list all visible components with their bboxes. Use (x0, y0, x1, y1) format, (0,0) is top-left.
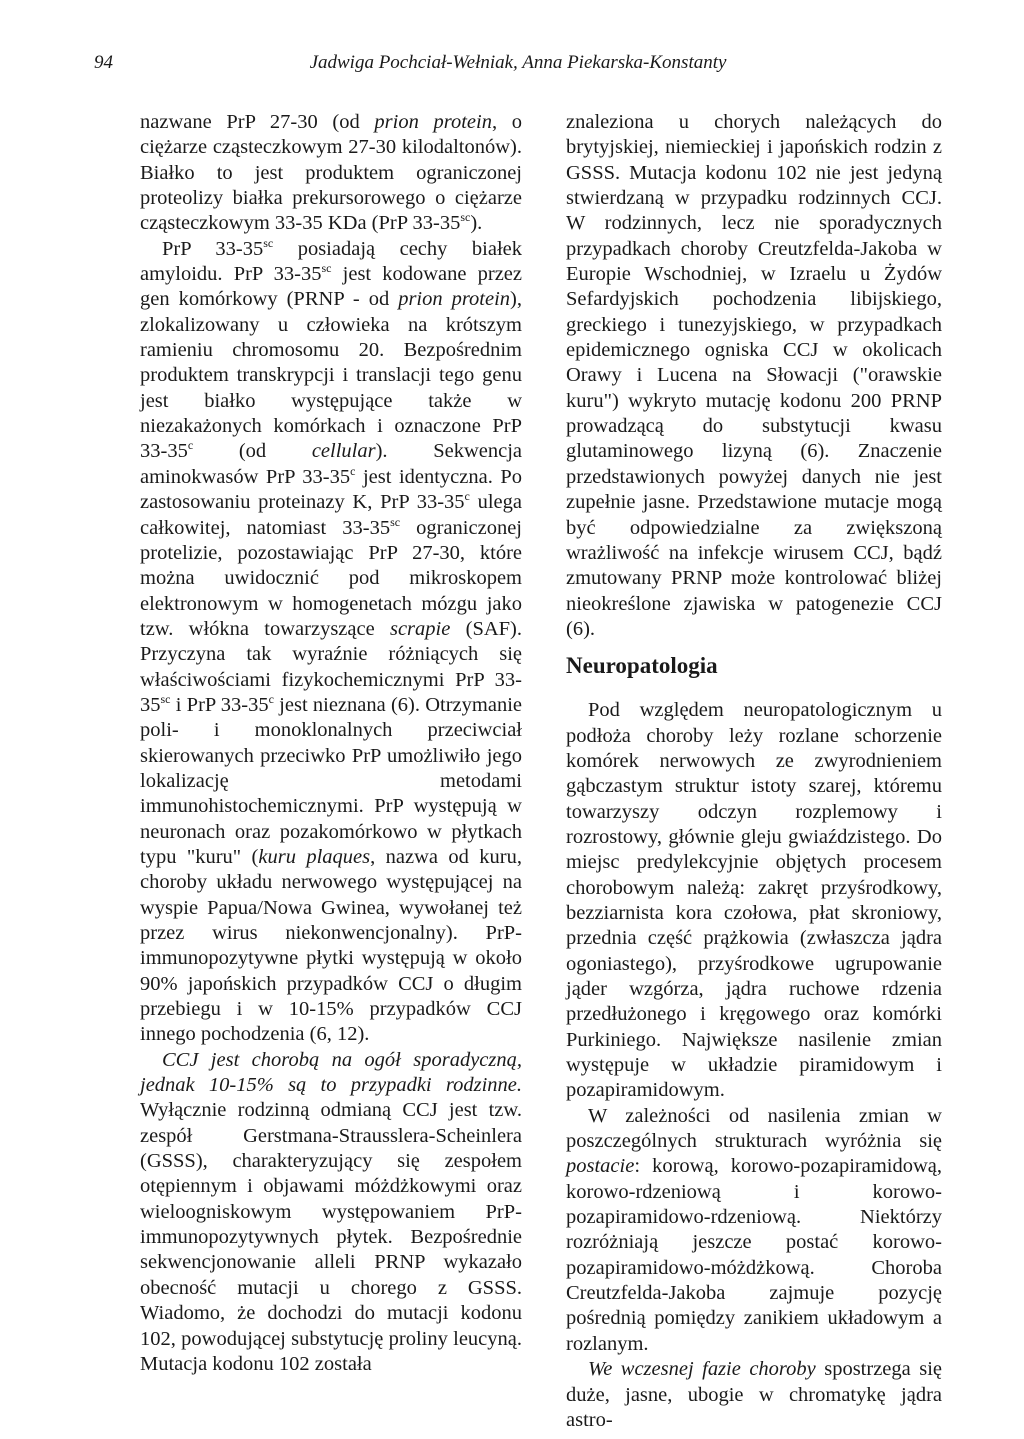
italic-run: CCJ jest chorobą na ogół sporadyczną, jednak 10-15% są to przypadki rodzinne. (140, 1048, 522, 1097)
text-run: jest nieznana (6). Otrzymanie poli- i monoklonalnych przeciwciał skierowanych przeciwko PrP umożliwiło jego lokalizację metodami immunohistochemicznymi. PrP występują w neuronach oraz pozakomórkowo w płytkach typu "kuru" ( (140, 693, 522, 868)
italic-run: cellular (311, 440, 376, 463)
paragraph (140, 1048, 522, 1377)
italic-run: postacie (566, 1155, 635, 1178)
superscript: c (350, 463, 356, 478)
text-run: ). (470, 212, 483, 235)
text-run: ulega całkowitej, natomiast 33-35 (140, 491, 522, 539)
italic-run: scrapie (389, 617, 451, 640)
paragraph: Pod względem neuropatologicznym u podłoża choroby leży rozlane schorzenie komórek nerwowych ze zwyrodnieniem gąbczastym struktur istoty szarej, któremu towarzyszy odczyn rozplemowy i rozrostowy, głównie gleju gwiaździstego. Do miejsc predylekcyjnie objętych procesem chorobowym należą: zakręt przyśrodkowy, bezziarnista kora czołowa, płat skroniowy, przednia część prążkowia (zwłaszcza jądra ogoniastego), przyśrodkowe ugrupowanie jąder wzgórza, jądra ruchowe rdzenia przedłużonego i kręgowego oraz komórki Purkiniego. Największe nasilenie zmian występuje w układzie piramidowym i pozapiramidowym. (566, 699, 942, 1102)
text-run: jest kodowane przez gen komórkowy (PRNP - od (140, 263, 522, 311)
section-heading: Neuropatologia (566, 653, 718, 679)
page-number: 94 (94, 52, 113, 73)
right-column (566, 110, 942, 1433)
text-run: jest identyczna. Po zastosowaniu proteinazy K, PrP 33-35 (140, 465, 523, 514)
text-run: , o ciężarze cząsteczkowym 27-30 kilodaltonów). Białko to jest produktem ograniczonej proteolizy białka prekursorowego o ciężarze cząsteczkowym 33-35 KDa (PrP 33-35 (140, 111, 522, 235)
superscript: sc (160, 691, 171, 706)
text-run: spostrzega się duże, jasne, ubogie w chromatykę jądra astro- (566, 1358, 942, 1431)
italic-run: prion protein (398, 288, 511, 311)
paragraph (566, 1104, 942, 1357)
text-run: , nazwa od kuru, choroby układu nerwowego występującej na wyspie Papua/Nowa Gwinea, wywołanej też przez wirus niekonwencjonalny). PrP-immunopozytywne płytki występują w około 90% japońskich przypadków CCJ o długim przebiegu i w 10-15% przypadków CCJ innego pochodzenia (6, 12). (140, 845, 522, 1046)
text-run: (SAF). Przyczyna tak wyraźnie różniących się właściwościami fizykochemicznymi PrP 33-35 (140, 617, 523, 716)
superscript: c (268, 691, 274, 706)
superscript: sc (263, 235, 274, 250)
paragraph (566, 1357, 942, 1433)
text-run: ). Sekwencja aminokwasów PrP 33-35 (140, 440, 523, 488)
text-run: ), zlokalizowany u człowieka na krótszym ramieniu chromosomu 20. Bezpośrednim produktem transkrypcji i translacji tego genu jest białko występujące także w niezakażonych komórkach i oznaczone PrP 33-35 (140, 288, 522, 463)
running-title: Jadwiga Pochciał-Wełniak, Anna Piekarska-Konstanty (309, 52, 727, 73)
italic-run: kuru plaques (258, 845, 371, 868)
superscript: c (464, 489, 470, 504)
text-run: : korową, korowo-pozapiramidową, korowo-rdzeniową i korowo-pozapiramidowo-rdzeniową. Niektórzy rozróżniają jeszcze postać korowo-pozapiramidowo-móżdżkową. Choroba Creutzfelda-Jakoba zajmuje pozycję pośrednią pomiędzy zanikiem układowym a rozlanym. (566, 1155, 942, 1355)
superscript: sc (321, 261, 332, 276)
superscript: sc (390, 514, 401, 529)
text-run: W zależności od nasilenia zmian w poszczególnych strukturach wyróżnia się (566, 1104, 942, 1153)
paragraph: znaleziona u chorych należących do brytyjskiej, niemieckiej i japońskich rodzin z GSSS. Mutacja kodonu 102 nie jest jedyną stwierdzaną w przypadku rodzinnych CCJ. W rodzinnych, lecz nie sporadycznych przypadkach choroby Creutzfelda-Jakoba w Europie Wschodniej, w Izraelu u Żydów Sefardyjskich pochodzenia libijskiego, greckiego i tunezyjskiego, w przypadkach epidemicznego ogniska CCJ w okolicach Orawy i Lucena na Słowacji ("orawskie kuru") wykryto mutację kodonu 200 PRNP prowadzącą do substytucji kwasu glutaminowego lizyną (6). Znaczenie przedstawionych powyżej danych nie jest zupełnie jasne. Przedstawione mutacje mogą być odpowiedzialne za zwiększoną wrażliwość na infekcje wirusem CCJ, bądź zmutowany PRNP może kontrolować bliżej nieokreślone zjawiska w patogenezie CCJ (6). (566, 111, 942, 640)
paragraph (140, 110, 522, 237)
italic-run: prion protein (374, 111, 492, 133)
text-run: nazwane PrP 27-30 (od (140, 111, 375, 133)
superscript: sc (460, 210, 471, 225)
text-run: ograniczonej protelizie, pozostawiając PrP 27-30, które można uwidocznić pod mikroskopem elektronowym w homogenetach mózgu jako tzw. włókna towarzyszące (140, 516, 522, 640)
text-run: (od (193, 440, 312, 463)
text-run: posiadają cechy białek amyloidu. PrP 33-35 (140, 237, 522, 286)
text-run: i PrP 33-35 (170, 693, 269, 716)
superscript: c (187, 438, 194, 453)
paragraph (140, 237, 522, 1048)
text-run: PrP 33-35 (162, 237, 264, 260)
italic-run: We wczesnej fazie choroby (588, 1358, 816, 1381)
text-run: Wyłącznie rodzinną odmianą CCJ jest tzw. zespół Gerstmana-Strausslera-Scheinlera (GSSS), charakteryzujący się zespołem otępiennym i objawami móżdżkowymi oraz wieloogniskowym występowaniem PrP-immunopozytywnych płytek. Bezpośrednie sekwencjonowanie alleli PRNP wykazało obecność mutacji u chorego z GSSS. Wiadomo, że dochodzi do mutacji kodonu 102, powodującej substytucję proliny leucyną. Mutacja kodonu 102 została (140, 1099, 522, 1375)
left-column (140, 110, 522, 1377)
